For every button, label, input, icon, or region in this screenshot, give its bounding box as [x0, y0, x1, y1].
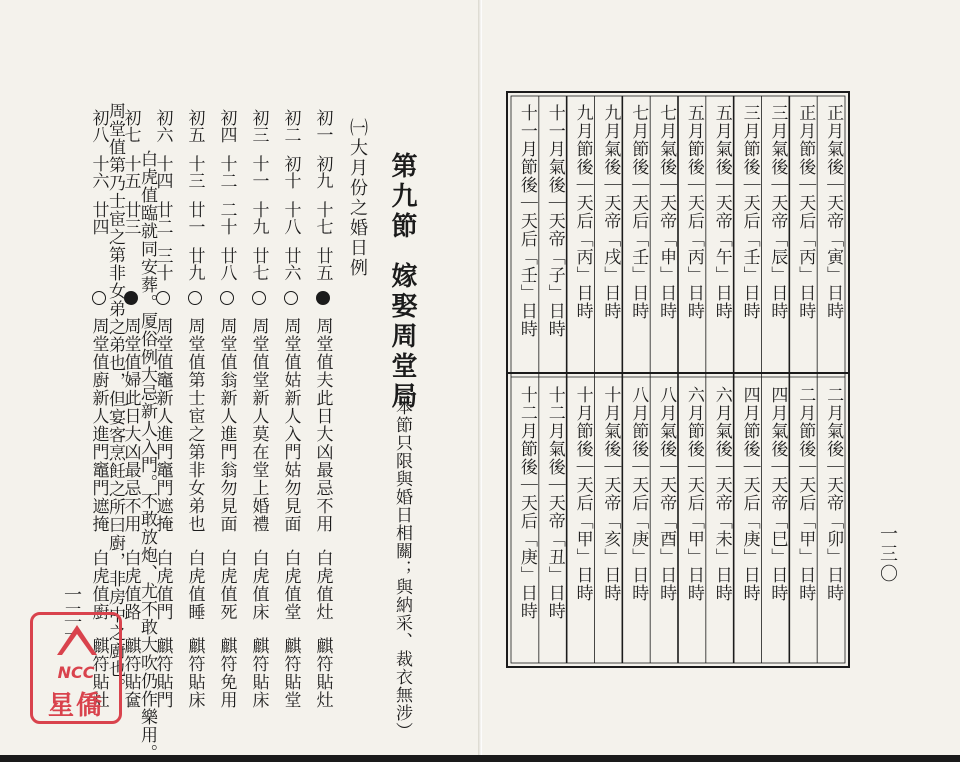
table-cell: 九月節後｜天后「丙」日時 [572, 104, 593, 320]
hollow-circle-icon [252, 291, 266, 305]
row-charm: 麒符免用 [216, 637, 237, 709]
row-rule: 新人進門翁勿見面 [216, 389, 237, 533]
day-label: 十七 [312, 201, 333, 235]
row-officer: 周堂值堂 [248, 317, 269, 389]
day-label: 廿二 [152, 201, 173, 235]
row-charm: 麒符貼灶 [88, 637, 109, 709]
row-rule: 此日大凶最忌不用 [312, 389, 333, 533]
row-charm: 麒符貼門 [152, 637, 173, 709]
row-remedy: 白虎值灶 [312, 549, 333, 621]
table-row [214, 103, 240, 717]
day-label: 廿一 [184, 201, 205, 235]
day-label: 初九 [312, 155, 333, 189]
section-subtitle: （本節只限與婚日相關；與納采、裁衣無涉） [392, 380, 412, 740]
note-2: 周堂值第乃士宦之第非女弟之弟也，但宴客烹飪之所曰廚，非房中之廚也。 [105, 102, 125, 696]
right-page [482, 0, 960, 755]
day-label: 廿六 [280, 247, 301, 281]
table-cell: 二月氣後｜天帝「卯」日時 [823, 386, 844, 602]
day-label: 十六 [88, 155, 109, 189]
stamp-logo-text: NCC [57, 663, 95, 682]
row-officer: 周堂值夫 [312, 317, 333, 389]
table-cell: 正月節後｜天后「丙」日時 [795, 104, 816, 320]
table-cell: 十月節後｜天后「甲」日時 [572, 386, 593, 602]
day-label: 十四 [152, 155, 173, 189]
page-number-left: 一三一 [61, 585, 82, 645]
hollow-circle-icon [284, 291, 298, 305]
row-charm: 麒符貼床 [184, 637, 205, 709]
table-cell: 六月氣後｜天帝「未」日時 [711, 386, 732, 602]
table-cell: 九月氣後｜天帝「戌」日時 [600, 104, 621, 320]
row-remedy: 白虎值路 [120, 549, 141, 621]
filled-circle-icon [316, 291, 330, 305]
day-label: 初一 [312, 109, 333, 143]
table-cell: 八月氣後｜天帝「酉」日時 [656, 386, 677, 602]
day-label: 廿九 [184, 247, 205, 281]
row-charm: 麒符貼奩 [120, 637, 141, 709]
table-cell: 七月氣後｜天帝「申」日時 [656, 104, 677, 320]
row-rule: 此日大凶最忌不用 [120, 389, 141, 533]
section-heading: ㈠大月份之婚日例 [347, 118, 368, 278]
row-rule: 士宦之第非女弟也 [184, 389, 205, 533]
table-row [246, 103, 272, 717]
row-remedy: 白虎值堂 [280, 549, 301, 621]
day-label: 初十 [280, 155, 301, 189]
day-label: 初八 [88, 109, 109, 143]
ncc-stamp-logo [30, 612, 122, 724]
row-rule: 新人莫在堂上婚禮 [248, 389, 269, 533]
note-1: 白虎值臨就同安葬。厦俗例大忌新人入門。不敢放炮、尤不敢大吹仍作樂用。 [137, 150, 157, 762]
day-label: 十一 [248, 155, 269, 189]
row-charm: 麒符貼堂 [280, 637, 301, 709]
table-row [310, 103, 336, 717]
hollow-circle-icon [220, 291, 234, 305]
day-label: 初四 [216, 109, 237, 143]
row-charm: 麒符貼灶 [312, 637, 333, 709]
table-cell: 二月節後｜天后「甲」日時 [795, 386, 816, 602]
day-label: 十八 [280, 201, 301, 235]
day-label: 三十 [152, 247, 173, 281]
row-remedy: 白虎值廚 [88, 549, 109, 621]
section-title: 第九節 [387, 152, 417, 242]
table-row [278, 103, 304, 717]
day-label: 廿五 [312, 247, 333, 281]
row-remedy: 白虎值睡 [184, 549, 205, 621]
row-rule: 新人入門姑勿見面 [280, 389, 301, 533]
table-cell: 五月節後｜天后「丙」日時 [683, 104, 704, 320]
day-label: 二十 [216, 201, 237, 235]
table-row [182, 103, 208, 717]
row-remedy: 白虎值死 [216, 549, 237, 621]
day-label: 十二 [216, 155, 237, 189]
day-label: 十三 [184, 155, 205, 189]
day-label: 初五 [184, 109, 205, 143]
day-label: 初七 [120, 109, 141, 143]
table-cell: 十一月節後｜天后「壬」日時 [516, 104, 537, 338]
day-label: 初六 [152, 109, 173, 143]
table-cell: 八月節後｜天后「庚」日時 [628, 386, 649, 602]
row-officer: 周堂值廚 [88, 317, 109, 389]
table-cell: 四月氣後｜天帝「巳」日時 [767, 386, 788, 602]
day-label: 初二 [280, 109, 301, 143]
table-cell: 四月節後｜天后「庚」日時 [739, 386, 760, 602]
row-officer: 周堂值婦 [120, 317, 141, 389]
row-officer: 周堂值翁 [216, 317, 237, 389]
row-officer: 周堂值第 [184, 317, 205, 389]
section-title-main: 嫁娶周堂局 [387, 262, 417, 412]
table-cell: 六月節後｜天后「甲」日時 [683, 386, 704, 602]
day-label: 廿四 [88, 201, 109, 235]
day-label: 初三 [248, 109, 269, 143]
table-cell: 五月氣後｜天帝「午」日時 [711, 104, 732, 320]
row-remedy: 白虎值床 [248, 549, 269, 621]
row-charm: 麒符貼床 [248, 637, 269, 709]
day-label: 廿八 [216, 247, 237, 281]
page-number-right: 一三〇 [877, 524, 898, 584]
table-cell: 正月氣後｜天帝「寅」日時 [823, 104, 844, 320]
table-cell: 十二月氣後｜天帝「丑」日時 [544, 386, 565, 620]
row-remedy: 白虎值門 [152, 549, 173, 621]
table-cell: 十二月節後｜天后「庚」日時 [516, 386, 537, 620]
table-cell: 三月節後｜天后「壬」日時 [739, 104, 760, 320]
table-cell: 七月節後｜天后「壬」日時 [628, 104, 649, 320]
table-cell: 三月氣後｜天帝「辰」日時 [767, 104, 788, 320]
row-officer: 周堂值竈 [152, 317, 173, 389]
day-label: 十五 [120, 155, 141, 189]
day-label: 廿七 [248, 247, 269, 281]
day-label: 十九 [248, 201, 269, 235]
table-cell: 十月氣後｜天帝「亥」日時 [600, 386, 621, 602]
table-cell: 十一月氣後｜天帝「子」日時 [544, 104, 565, 338]
row-officer: 周堂值姑 [280, 317, 301, 389]
stamp-brand: 星僑 [47, 691, 104, 721]
row-rule: 新人進門竈門遮掩 [88, 389, 109, 533]
hollow-circle-icon [188, 291, 202, 305]
day-label: 廿三 [120, 201, 141, 235]
row-rule: 新人進門竈門遮掩 [152, 389, 173, 533]
